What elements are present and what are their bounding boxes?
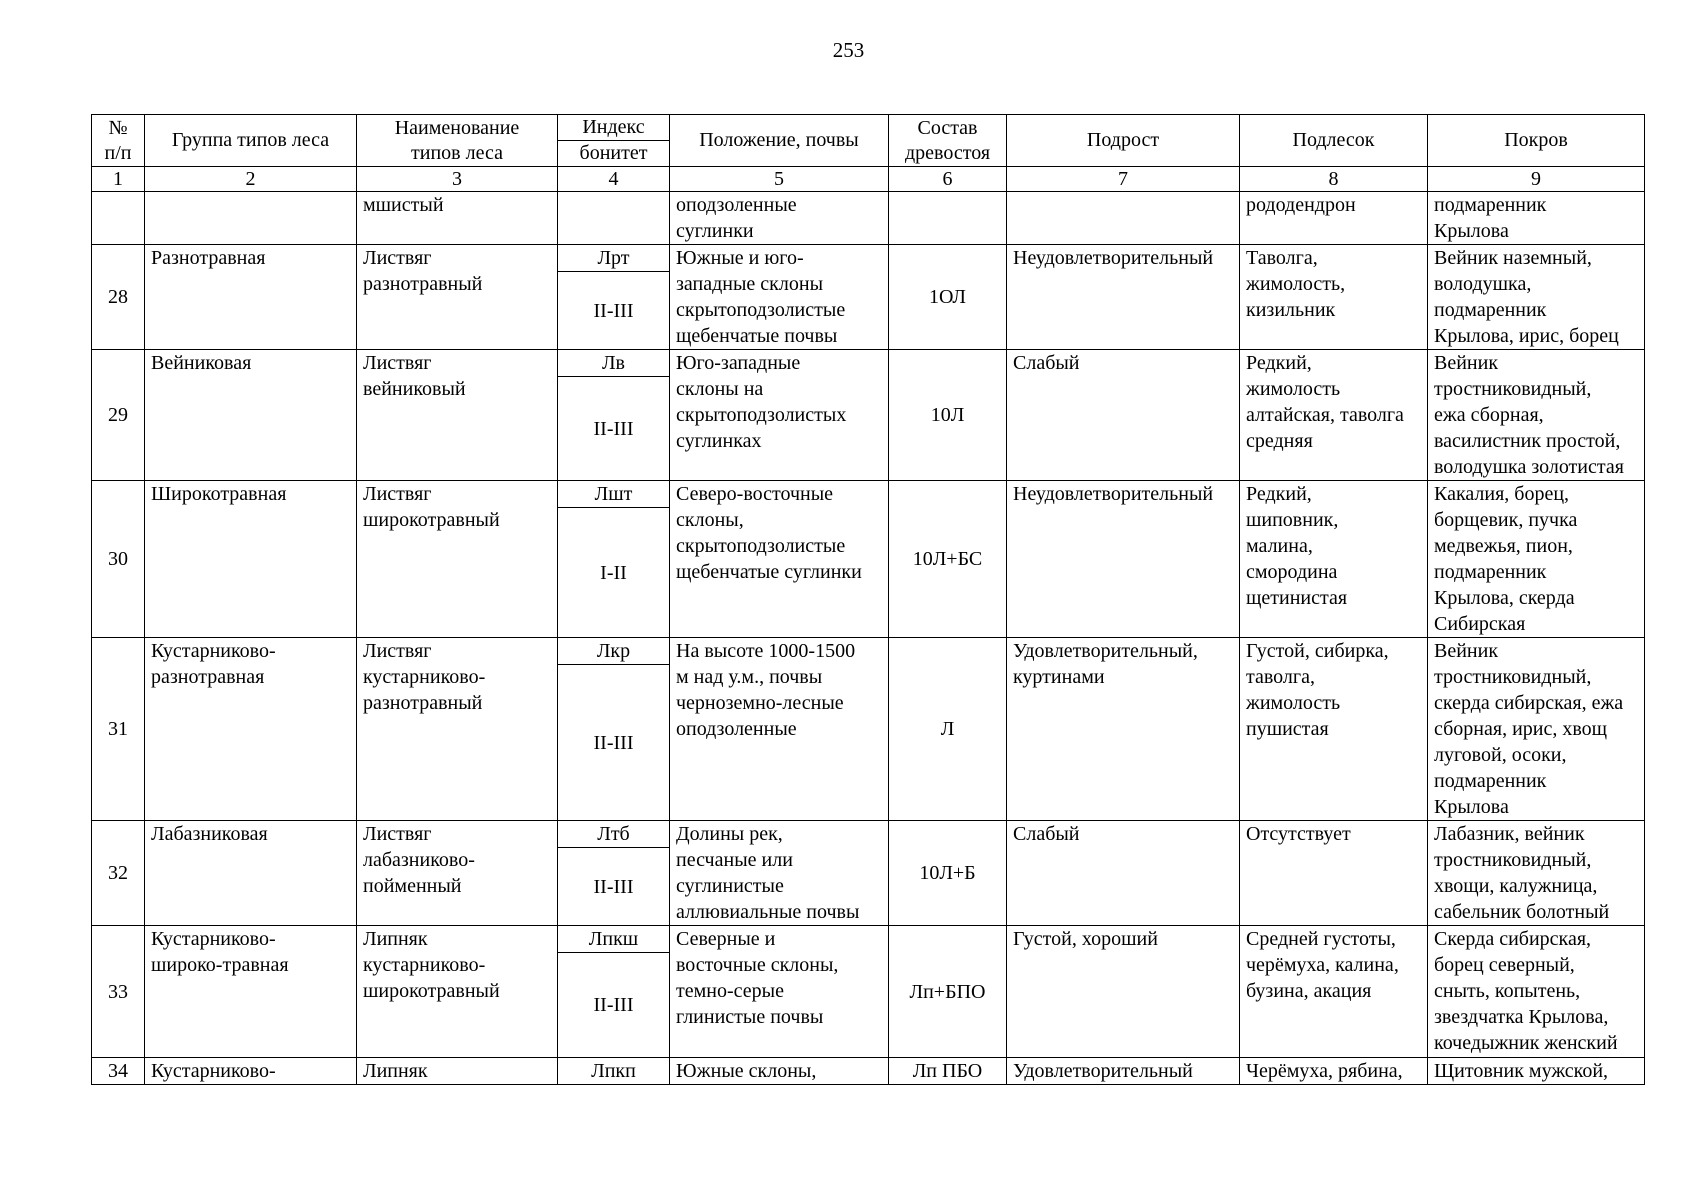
row-index: Лрт xyxy=(558,245,670,272)
row-group: Вейниковая xyxy=(145,350,357,481)
row-group: Лабазниковая xyxy=(145,821,357,926)
row-undergrowth: Редкий, жимолость алтайская, таволга средняя xyxy=(1240,350,1428,481)
row-number: 32 xyxy=(92,821,145,926)
row-bonitet: II-III xyxy=(558,848,670,926)
row-composition xyxy=(889,192,1007,245)
row-group xyxy=(145,192,357,245)
row-name: Липняк xyxy=(357,1058,558,1085)
header-bonitet: бонитет xyxy=(558,141,670,167)
row-bonitet: II-III xyxy=(558,272,670,350)
column-number: 2 xyxy=(145,167,357,192)
row-index: Лкр xyxy=(558,638,670,665)
row-bonitet: II-III xyxy=(558,953,670,1058)
row-composition: Лп+БПО xyxy=(889,926,1007,1058)
table-row xyxy=(92,638,1645,665)
row-undergrowth: Таволга, жимолость, кизильник xyxy=(1240,245,1428,350)
row-number: 29 xyxy=(92,350,145,481)
row-cover: Щитовник мужской, xyxy=(1428,1058,1645,1085)
row-index: Лпкш xyxy=(558,926,670,953)
column-number: 1 xyxy=(92,167,145,192)
row-index: Лтб xyxy=(558,821,670,848)
row-regrowth: Слабый xyxy=(1007,350,1240,481)
row-index xyxy=(558,192,670,245)
table-row xyxy=(92,192,1645,245)
row-number: 31 xyxy=(92,638,145,821)
row-group: Разнотравная xyxy=(145,245,357,350)
row-position: Южные склоны, xyxy=(670,1058,889,1085)
column-number-row xyxy=(92,167,1645,192)
header-num: № п/п xyxy=(92,115,145,167)
row-cover: Вейник тростниковидный, скерда сибирская, ежа сборная, ирис, хвощ луговой, осоки, подмаренник Крылова xyxy=(1428,638,1645,821)
row-regrowth: Густой, хороший xyxy=(1007,926,1240,1058)
row-composition: 1ОЛ xyxy=(889,245,1007,350)
row-name: Листвяг широкотравный xyxy=(357,481,558,638)
row-undergrowth: Отсутствует xyxy=(1240,821,1428,926)
row-group: Кустарниково- xyxy=(145,1058,357,1085)
row-undergrowth: Редкий, шиповник, малина, смородина щетинистая xyxy=(1240,481,1428,638)
column-number: 7 xyxy=(1007,167,1240,192)
row-name: мшистый xyxy=(357,192,558,245)
header-position: Положение, почвы xyxy=(670,115,889,167)
row-index: Лшт xyxy=(558,481,670,508)
row-group: Кустарниково- широко-травная xyxy=(145,926,357,1058)
header-cover: Покров xyxy=(1428,115,1645,167)
row-bonitet: II-III xyxy=(558,665,670,821)
column-number: 9 xyxy=(1428,167,1645,192)
table-row xyxy=(92,821,1645,848)
row-undergrowth: Черёмуха, рябина, xyxy=(1240,1058,1428,1085)
header-composition: Состав древостоя xyxy=(889,115,1007,167)
row-name: Листвяг вейниковый xyxy=(357,350,558,481)
row-position: Долины рек, песчаные или суглинистые аллювиальные почвы xyxy=(670,821,889,926)
table-row xyxy=(92,350,1645,377)
row-composition: 10Л+БС xyxy=(889,481,1007,638)
row-bonitet: I-II xyxy=(558,508,670,638)
row-regrowth: Удовлетворительный, куртинами xyxy=(1007,638,1240,821)
row-regrowth: Слабый xyxy=(1007,821,1240,926)
header-undergrowth: Подлесок xyxy=(1240,115,1428,167)
row-undergrowth: рододендрон xyxy=(1240,192,1428,245)
row-cover: Лабазник, вейник тростниковидный, хвощи, калужница, сабельник болотный xyxy=(1428,821,1645,926)
row-index: Лв xyxy=(558,350,670,377)
table-row xyxy=(92,926,1645,953)
table-body xyxy=(92,167,1645,1085)
row-number: 33 xyxy=(92,926,145,1058)
forest-types-table xyxy=(91,114,1645,1085)
row-composition: 10Л xyxy=(889,350,1007,481)
header-group: Группа типов леса xyxy=(145,115,357,167)
row-group: Кустарниково- разнотравная xyxy=(145,638,357,821)
row-number: 28 xyxy=(92,245,145,350)
row-position: Северные и восточные склоны, темно-серые глинистые почвы xyxy=(670,926,889,1058)
row-position: оподзоленные суглинки xyxy=(670,192,889,245)
row-number xyxy=(92,192,145,245)
row-number: 34 xyxy=(92,1058,145,1085)
row-name: Листвяг лабазниково- пойменный xyxy=(357,821,558,926)
row-cover: Какалия, борец, борщевик, пучка медвежья, пион, подмаренник Крылова, скерда Сибирская xyxy=(1428,481,1645,638)
header-index: Индекс xyxy=(558,115,670,141)
row-regrowth: Неудовлетворительный xyxy=(1007,245,1240,350)
column-number: 5 xyxy=(670,167,889,192)
row-number: 30 xyxy=(92,481,145,638)
row-undergrowth: Средней густоты, черёмуха, калина, бузина, акация xyxy=(1240,926,1428,1058)
row-undergrowth: Густой, сибирка, таволга, жимолость пушистая xyxy=(1240,638,1428,821)
column-number: 8 xyxy=(1240,167,1428,192)
row-cover: подмаренник Крылова xyxy=(1428,192,1645,245)
row-regrowth: Неудовлетворительный xyxy=(1007,481,1240,638)
column-number: 4 xyxy=(558,167,670,192)
row-composition: 10Л+Б xyxy=(889,821,1007,926)
row-composition: Л xyxy=(889,638,1007,821)
row-cover: Скерда сибирская, борец северный, сныть, копытень, звездчатка Крылова, кочедыжник женский xyxy=(1428,926,1645,1058)
row-name: Листвяг кустарниково- разнотравный xyxy=(357,638,558,821)
row-name: Листвяг разнотравный xyxy=(357,245,558,350)
row-group: Широкотравная xyxy=(145,481,357,638)
row-composition: Лп ПБО xyxy=(889,1058,1007,1085)
header-name: Наименование типов леса xyxy=(357,115,558,167)
row-position: Северо-восточные склоны, скрытоподзолистые щебенчатые суглинки xyxy=(670,481,889,638)
row-position: Южные и юго- западные склоны скрытоподзолистые щебенчатые почвы xyxy=(670,245,889,350)
page-number: 253 xyxy=(832,38,865,62)
row-cover: Вейник наземный, володушка, подмаренник Крылова, ирис, борец xyxy=(1428,245,1645,350)
header-regrowth: Подрост xyxy=(1007,115,1240,167)
row-bonitet: II-III xyxy=(558,377,670,481)
table-row xyxy=(92,481,1645,508)
column-number: 3 xyxy=(357,167,558,192)
row-position: Юго-западные склоны на скрытоподзолистых суглинках xyxy=(670,350,889,481)
table-row xyxy=(92,1058,1645,1085)
row-cover: Вейник тростниковидный, ежа сборная, василистник простой, володушка золотистая xyxy=(1428,350,1645,481)
table-row xyxy=(92,245,1645,272)
row-name: Липняк кустарниково- широкотравный xyxy=(357,926,558,1058)
column-number: 6 xyxy=(889,167,1007,192)
row-regrowth xyxy=(1007,192,1240,245)
row-position: На высоте 1000-1500 м над у.м., почвы черноземно-лесные оподзоленные xyxy=(670,638,889,821)
row-regrowth: Удовлетворительный xyxy=(1007,1058,1240,1085)
row-index: Лпкп xyxy=(558,1058,670,1085)
